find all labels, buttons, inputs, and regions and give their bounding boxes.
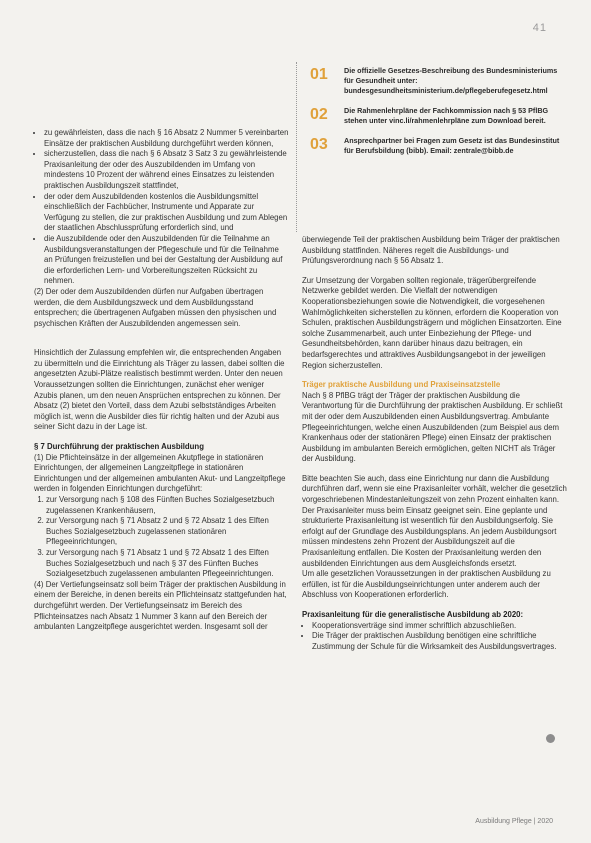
vertical-dotted-divider — [296, 62, 297, 232]
paragraph: überwiegende Teil der praktischen Ausbildung beim Träger der praktischen Ausbildung stattfinden. Näheres regelt die Ausbildungs- und Prüfungsverordnung nach § 56 Absatz 1. — [302, 235, 560, 266]
info-text: Ansprechpartner bei Fragen zum Gesetz ist das Bundesinstitut für Berufsbildung (bibb). Email: zentrale@bibb.de — [344, 136, 560, 155]
paragraph: (2) Der oder dem Auszubildenden dürfen nur Aufgaben übertragen werden, die dem Ausbildungszweck und dem Ausbildungsstand entsprechen; die übertragenen Aufgaben müssen den physischen und psychischen Kräften der Auszubildenden angemessen sein. — [34, 286, 277, 328]
bullet-item: • Kooperationsverträge sind immer schriftlich abzuschließen. — [312, 621, 567, 632]
numbered-item: 1. zur Versorgung nach § 108 des Fünften Buches Sozialgesetzbuch zugelassenen Krankenhäusern, — [46, 495, 289, 516]
numbered-item: 3. zur Versorgung nach § 71 Absatz 1 und § 72 Absatz 1 des Elften Buches Sozialgesetzbuch und nach § 37 des Fünften Buches Sozialgesetzbuch zugelassenen ambulanten Pflegeeinrichtungen. — [46, 548, 289, 580]
paragraph: Um alle gesetzlichen Voraussetzungen in der praktischen Ausbildung zu erfüllen, ist für die Ausbildungseinrichtungen unter anderem auch der Abschluss von Kooperationen erforderlich. — [302, 569, 551, 600]
orange-section-heading: Träger praktische Ausbildung und Praxiseinsatzstelle — [302, 380, 501, 390]
bullet-item: • sicherzustellen, dass die nach § 6 Absatz 3 Satz 3 zu gewährleistende Praxisanleitung der oder des Auszubildenden im Umfang von mindestens 10 Prozent der während eines Einsatzes zu leistenden praktischen Ausbildungszeit stattfindet, — [44, 149, 289, 191]
numbered-item: 2. zur Versorgung nach § 71 Absatz 2 und § 72 Absatz 1 des Elften Buches Sozialgesetzbuch zugelassenen stationären Pflegeeinrichtungen, — [46, 516, 289, 548]
paragraph: Zur Umsetzung der Vorgaben sollten regionale, trägerübergreifende Netzwerke gebildet werden. Die Vielfalt der notwendigen Kooperationsbeziehungen sowie die Notwendigkeit, die vorgesehenen Wahlmöglichkeiten sicherstellen zu können, erfordern die Kooperation von Schulen, praktischen Ausbildungsträgern und möglichen Einsatzorten. Eine solche Zusammenarbeit, auch unter Einbeziehung der Pflege- und Gesundheitsbehörden, kann darüber hinaus dazu beitragen, ein bedarfsgerechtes und attraktives Ausbildungsangebot in der jeweiligen Region sicherzustellen. — [302, 275, 562, 370]
paragraph: (1) Die Pflichteinsätze in der allgemeinen Akutpflege in stationären Einrichtungen, der allgemeinen Langzeitpflege in stationären Einrichtungen und der allgemeinen ambulanten Akut- und Langzeitpflege werden in folgenden Einrichtungen durchgeführt: — [34, 452, 286, 494]
section-heading: § 7 Durchführung der praktischen Ausbildung — [34, 442, 204, 452]
info-description: Die offizielle Gesetzes-Beschreibung des Bundesministeriums für Gesundheit unter: — [344, 66, 558, 85]
page-number: 41 — [532, 22, 547, 34]
bullet-item: • die Auszubildende oder den Auszubildenden für die Teilnahme an Ausbildungsveranstaltungen der Pflegeschule und für die Teilnahme an Prüfungen freizustellen und bei der Gestaltung der Ausbildung auf die erforderlichen Lern- und Vorbereitungszeiten Rücksicht zu nehmen. — [44, 234, 289, 287]
info-number: 02 — [310, 106, 328, 123]
info-text: Die Rahmenlehrpläne der Fachkommission nach § 53 PflBG stehen unter vinc.li/rahmenlehrpläne zum Download bereit. — [344, 106, 549, 125]
page-footer: Ausbildung Pflege | 2020 — [475, 818, 553, 825]
facility-numbered-list — [34, 495, 289, 580]
info-link[interactable]: bundesgesundheitsministerium.de/pflegeberufegesetz.html — [344, 86, 548, 95]
left-text-column — [34, 128, 289, 642]
paragraph: Hinsichtlich der Zulassung empfehlen wir, die entsprechenden Angaben zu übermitteln und die Einrichtung als Träger zu lassen, dabei sollten die angesetzten Azubi-Plätze realistisch bestimmt werden. Unter den neuen Voraussetzungen sollten die Einrichtungen, zunächst eher weniger Azubis planen, um den neuen Ansprüchen entsprechen zu können. Der Absatz (2) bietet den Vorteil, dass dem Azubi selbstständiges Arbeiten möglich ist, wenn die Ausbilder dies für richtig halten und der Azubi aus seiner Sicht dazu in der Lage ist. — [34, 348, 285, 432]
obligations-bullet-list — [34, 128, 289, 287]
info-item — [310, 66, 560, 96]
bullet-item: • der oder dem Auszubildenden kostenlos die Ausbildungsmittel einschließlich der Fachbücher, Instrumente und Apparate zur Verfügung zu stellen, die zur praktischen Ausbildung und zum Ablegen der staatlichen Abschlussprüfung erforderlich sind, und — [44, 192, 289, 234]
paragraph: (4) Der Vertiefungseinsatz soll beim Träger der praktischen Ausbildung in einem der Bereiche, in denen bereits ein Pflichteinsatz stattgefunden hat, durchgeführt werden. Der Vertiefungseinsatz im Bereich des Pflichteinsatzes nach Absatz 1 Nummer 3 kann auf den Bereich der ambulanten Langzeitpflege ausgerichtet werden. Insgesamt soll der — [34, 579, 287, 632]
info-item — [310, 136, 560, 156]
info-item — [310, 106, 560, 126]
info-number: 01 — [310, 66, 328, 83]
info-box-list — [310, 66, 560, 166]
bullet-item: • zu gewährleisten, dass die nach § 16 Absatz 2 Nummer 5 vereinbarten Einsätze der praktischen Ausbildung durchgeführt werden können, — [44, 128, 289, 149]
right-text-column — [302, 235, 567, 652]
bullet-item: • Die Träger der praktischen Ausbildung benötigen eine schriftliche Zustimmung der Schule für die Wirksamkeit des Ausbildungsvertrages. — [312, 631, 567, 652]
requirements-bullet-list — [302, 621, 567, 653]
end-mark-icon — [546, 734, 555, 743]
info-text — [344, 66, 560, 96]
paragraph: Nach § 8 PflBG trägt der Träger der praktischen Ausbildung die Verantwortung für die Durchführung der praktischen Ausbildung. Er schließt mit der oder dem Auszubildenden einen Ausbildungsvertrag. Ambulante Pflegeeinrichtungen, welche einen Auszubildenden (zum Beispiel aus dem Krankenhaus oder der stationären Pflege) einen Einsatz der praktischen Ausbildung im ambulanten Bereich ermöglichen, gelten NICHT als Träger der Ausbildung. — [302, 390, 563, 464]
section-heading: Praxisanleitung für die generalistische Ausbildung ab 2020: — [302, 610, 524, 619]
paragraph: Bitte beachten Sie auch, dass eine Einrichtung nur dann die Ausbildung durchführen darf, wenn sie eine Praxisanleiter vorhält, welcher die gesetzlich vorgeschriebenen Mindestanleitungszeit von zehn Prozent einhalten kann. Der Praxisanleiter muss beim Einsatz geeignet sein. Eine geplante und strukturierte Praxisanleitung ist wesentlich für den Ausbildungserfolg. Sie erfolgt auf der Grundlage des Ausbildungsplans. An jedem Ausbildungsort müssen mindestens zehn Prozent der Ausbildungszeit auf die Praxisanleitung entfallen. Die Kosten der Praxisanleitung werden den ausbildenden Einrichtungen aus dem Ausgleichsfonds ersetzt. — [302, 473, 567, 568]
info-number: 03 — [310, 136, 328, 153]
